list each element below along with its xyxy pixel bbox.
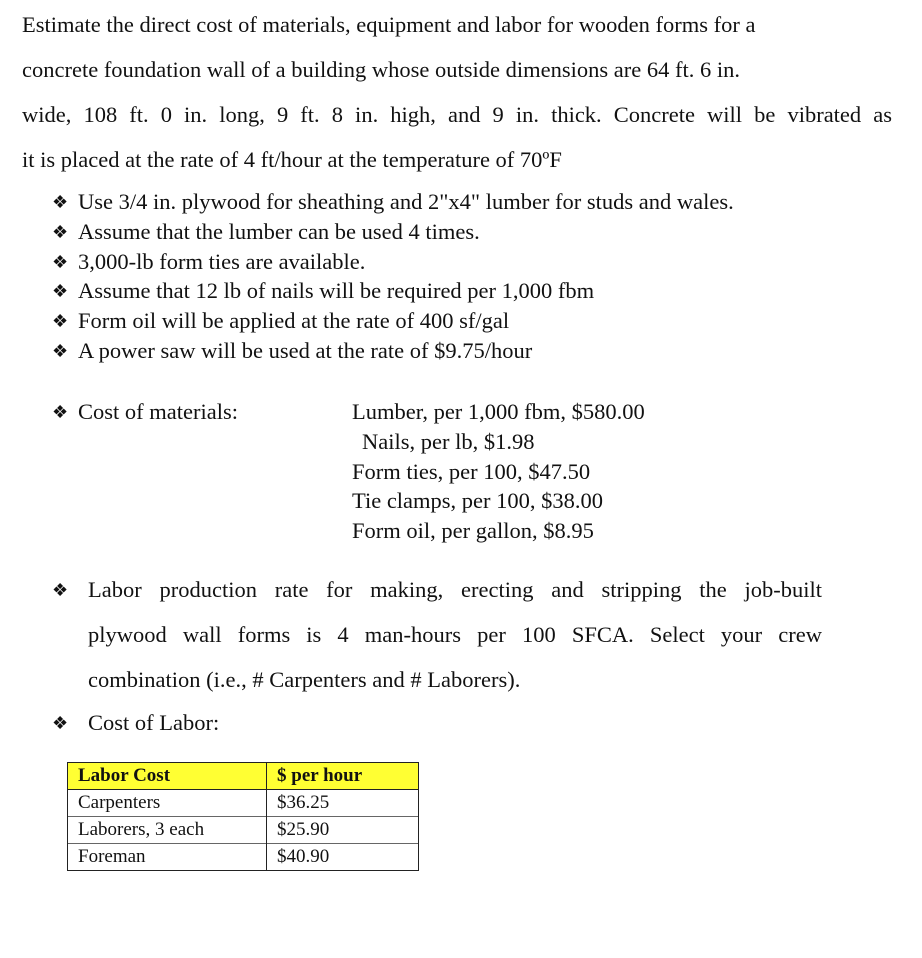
list-item: ❖ Assume that the lumber can be used 4 times. (52, 218, 480, 244)
diamond-bullet-icon: ❖ (52, 713, 69, 733)
list-item: ❖ 3,000-lb form ties are available. (52, 248, 366, 274)
table-row (68, 790, 419, 817)
labor-rate-line-2: plywood wall forms is 4 man-hours per 100 SFCA. Select your crew (88, 622, 822, 647)
diamond-bullet-icon: ❖ (52, 192, 69, 212)
diamond-bullet-icon: ❖ (52, 311, 69, 332)
table-cell: $25.90 (267, 817, 419, 844)
labor-cost-table (67, 762, 419, 871)
problem-line-1: Estimate the direct cost of materials, equipment and labor for wooden forms for a (22, 12, 756, 37)
table-header-row (68, 763, 419, 790)
problem-statement (22, 2, 892, 182)
problem-line-3: wide, 108 ft. 0 in. long, 9 ft. 8 in. high, and 9 in. thick. Concrete will be vibrated as (22, 102, 892, 127)
material-item: Lumber, per 1,000 fbm, $580.00 (352, 399, 645, 424)
list-item: ❖ Form oil will be applied at the rate of 400 sf/gal (52, 308, 510, 334)
diamond-bullet-icon: ❖ (52, 580, 69, 600)
table-row (68, 817, 419, 844)
table-cell: $36.25 (267, 790, 419, 817)
table-row (68, 844, 419, 871)
diamond-bullet-icon: ❖ (52, 251, 69, 272)
list-item: ❖ Assume that 12 lb of nails will be required per 1,000 fbm (52, 278, 595, 304)
diamond-bullet-icon: ❖ (52, 340, 69, 361)
labor-rate-line-1: Labor production rate for making, erecting and stripping the job-built (88, 577, 822, 602)
header-per-hour: $ per hour (267, 763, 419, 790)
material-item: Form oil, per gallon, $8.95 (352, 518, 594, 544)
list-item: ❖ Use 3/4 in. plywood for sheathing and 2"x4" lumber for studs and wales. (52, 189, 734, 214)
table-cell: $40.90 (267, 844, 419, 871)
materials-label: ❖ Cost of materials: (52, 399, 238, 424)
labor-rate-line-3: combination (i.e., # Carpenters and # Laborers). (88, 667, 521, 692)
problem-line-2: concrete foundation wall of a building whose outside dimensions are 64 ft. 6 in. (22, 57, 740, 82)
material-item: Nails, per lb, $1.98 (362, 428, 535, 454)
cost-of-labor-label: ❖ Cost of Labor: (52, 710, 220, 735)
assumptions-list (52, 187, 892, 366)
labor-rate-paragraph (52, 567, 822, 702)
list-item: ❖ A power saw will be used at the rate of $9.75/hour (52, 337, 533, 363)
problem-line-4: it is placed at the rate of 4 ft/hour at the temperature of 70ºF (22, 147, 562, 172)
table-cell: Foreman (68, 844, 267, 871)
material-item: Form ties, per 100, $47.50 (352, 458, 591, 484)
diamond-bullet-icon: ❖ (52, 402, 69, 422)
diamond-bullet-icon: ❖ (52, 281, 69, 302)
table-cell: Carpenters (68, 790, 267, 817)
table-cell: Laborers, 3 each (68, 817, 267, 844)
materials-list (352, 397, 645, 546)
material-item: Tie clamps, per 100, $38.00 (352, 488, 604, 514)
diamond-bullet-icon: ❖ (52, 221, 69, 242)
header-labor-cost: Labor Cost (68, 763, 267, 790)
